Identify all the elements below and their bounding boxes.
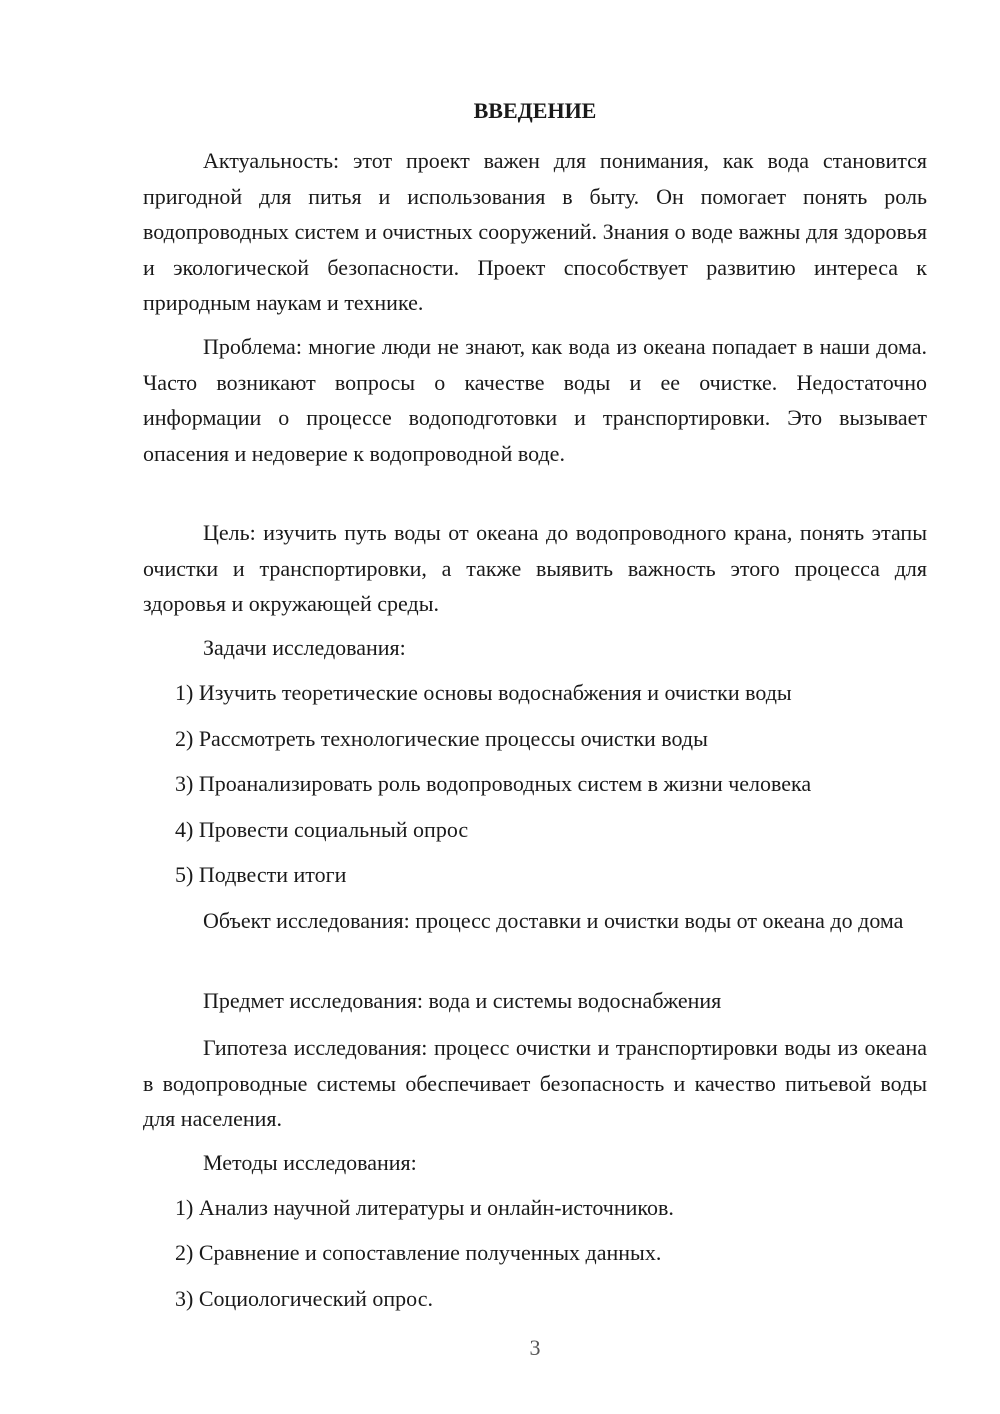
task-item: 1) Изучить теоретические основы водоснабжения и очистки воды	[175, 680, 792, 705]
method-item: 1) Анализ научной литературы и онлайн-источников.	[175, 1195, 674, 1220]
problem-paragraph: Проблема: многие люди не знают, как вода из океана попадает в наши дома. Часто возникают вопросы о качестве воды и ее очистке. Недостаточно информации о процессе водоподготовки и транспортировки. Это вызывает опасения и недоверие к водопроводной воде.	[143, 334, 927, 466]
task-item: 5) Подвести итоги	[175, 862, 347, 887]
subject-paragraph: Предмет исследования: вода и системы водоснабжения	[203, 988, 722, 1013]
task-item: 2) Рассмотреть технологические процессы очистки воды	[175, 726, 708, 751]
relevance-paragraph: Актуальность: этот проект важен для понимания, как вода становится пригодной для питья и использования в быту. Он помогает понять роль водопроводных систем и очистных сооружений. Знания о воде важны для здоровья и экологической безопасности. Проект способствует развитию интереса к природным наукам и технике.	[143, 148, 927, 315]
section-title: ВВЕДЕНИЕ	[473, 98, 597, 123]
method-item: 2) Сравнение и сопоставление полученных данных.	[175, 1240, 662, 1265]
method-item: 3) Социологический опрос.	[175, 1286, 433, 1311]
task-item: 4) Провести социальный опрос	[175, 817, 469, 842]
hypothesis-paragraph: Гипотеза исследования: процесс очистки и транспортировки воды из океана в водопроводные системы обеспечивает безопасность и качество питьевой воды для населения.	[143, 1035, 927, 1131]
goal-paragraph: Цель: изучить путь воды от океана до водопроводного крана, понять этапы очистки и транспортировки, а также выявить важность этого процесса для здоровья и окружающей среды.	[143, 520, 927, 616]
task-item: 3) Проанализировать роль водопроводных систем в жизни человека	[175, 771, 812, 796]
tasks-heading: Задачи исследования:	[203, 635, 406, 660]
object-paragraph: Объект исследования: процесс доставки и очистки воды от океана до дома	[203, 908, 904, 933]
methods-heading: Методы исследования:	[203, 1150, 417, 1175]
page-number: 3	[529, 1335, 541, 1360]
